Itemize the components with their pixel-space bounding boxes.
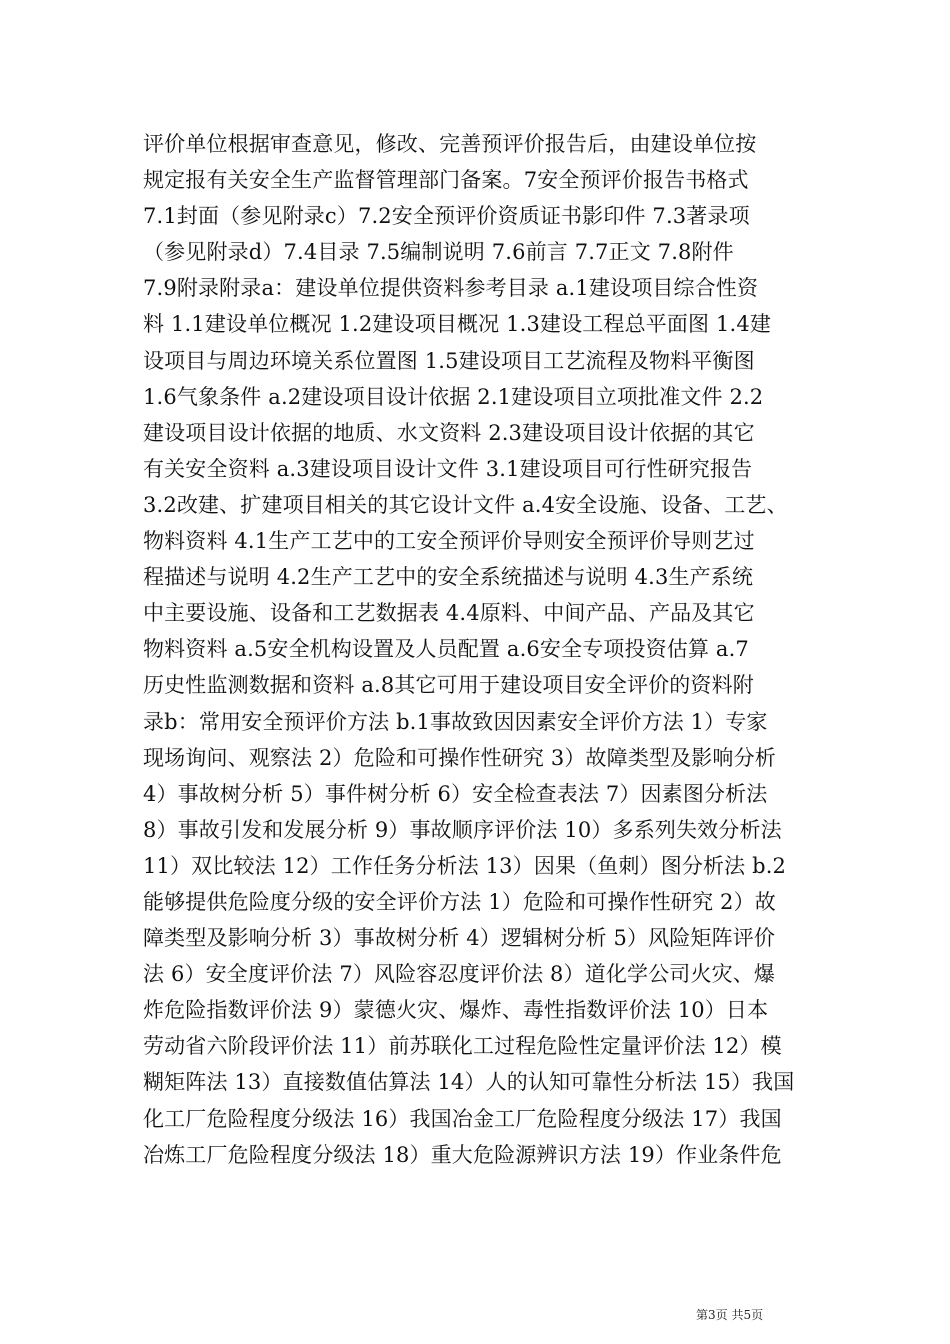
text-line-10: 有关安全资料 a.3建设项目设计文件 3.1建设项目可行性研究报告 xyxy=(143,456,753,481)
text-line-12: 物料资料 4.1生产工艺中的工安全预评价导则安全预评价导则艺过 xyxy=(143,529,755,554)
text-line-16: 历史性监测数据和资料 a.8其它可用于建设项目安全评价的资料附 xyxy=(143,673,754,698)
page-number-footer: 第3页 共5页 xyxy=(696,1308,764,1322)
text-line-6: 料 1.1建设单位概况 1.2建设项目概况 1.3建设工程总平面图 1.4建 xyxy=(143,312,771,337)
text-line-8: 1.6气象条件 a.2建设项目设计依据 2.1建设项目立项批准文件 2.2 xyxy=(143,384,764,409)
text-line-27: 糊矩阵法 13）直接数值估算法 14）人的认知可靠性分析法 15）我国 xyxy=(143,1070,795,1095)
text-line-19: 4）事故树分析 5）事件树分析 6）安全检查表法 7）因素图分析法 xyxy=(143,781,768,806)
text-line-14: 中主要设施、设备和工艺数据表 4.4原料、中间产品、产品及其它 xyxy=(143,601,755,626)
text-line-11: 3.2改建、扩建项目相关的其它设计文件 a.4安全设施、设备、工艺、 xyxy=(143,492,788,517)
text-line-28: 化工厂危险程度分级法 16）我国冶金工厂危险程度分级法 17）我国 xyxy=(143,1106,782,1131)
text-line-25: 炸危险指数评价法 9）蒙德火灾、爆炸、毒性指数评价法 10）日本 xyxy=(143,998,769,1023)
document-body xyxy=(143,126,813,1173)
text-line-9: 建设项目设计依据的地质、水文资料 2.3建设项目设计依据的其它 xyxy=(143,420,755,445)
text-line-22: 能够提供危险度分级的安全评价方法 1）危险和可操作性研究 2）故 xyxy=(143,889,776,914)
text-line-13: 程描述与说明 4.2生产工艺中的安全系统描述与说明 4.3生产系统 xyxy=(143,565,754,590)
text-line-21: 11）双比较法 12）工作任务分析法 13）因果（鱼刺）图分析法 b.2 xyxy=(143,853,787,878)
text-line-23: 障类型及影响分析 3）事故树分析 4）逻辑树分析 5）风险矩阵评价 xyxy=(143,926,776,951)
text-line-29: 冶炼工厂危险程度分级法 18）重大危险源辨识方法 19）作业条件危 xyxy=(143,1142,782,1167)
text-line-17: 录b：常用安全预评价方法 b.1事故致因因素安全评价方法 1）专家 xyxy=(143,709,768,734)
text-line-24: 法 6）安全度评价法 7）风险容忍度评价法 8）道化学公司火灾、爆 xyxy=(143,962,776,987)
text-line-3: 7.1封面（参见附录c）7.2安全预评价资质证书影印件 7.3著录项 xyxy=(143,204,750,229)
text-line-1: 评价单位根据审查意见，修改、完善预评价报告后，由建设单位按 xyxy=(143,132,757,156)
text-line-18: 现场询问、观察法 2）危险和可操作性研究 3）故障类型及影响分析 xyxy=(143,745,776,770)
text-line-4: （参见附录d）7.4目录 7.5编制说明 7.6前言 7.7正文 7.8附件 xyxy=(143,240,734,265)
text-line-7: 设项目与周边环境关系位置图 1.5建设项目工艺流程及物料平衡图 xyxy=(143,348,755,373)
text-line-5: 7.9附录附录a：建设单位提供资料参考目录 a.1建设项目综合性资 xyxy=(143,276,759,301)
text-line-2: 规定报有关安全生产监督管理部门备案。7安全预评价报告书格式 xyxy=(143,168,749,193)
text-line-26: 劳动省六阶段评价法 11）前苏联化工过程危险性定量评价法 12）模 xyxy=(143,1034,782,1059)
text-line-20: 8）事故引发和发展分析 9）事故顺序评价法 10）多系列失效分析法 xyxy=(143,817,782,842)
text-line-15: 物料资料 a.5安全机构设置及人员配置 a.6安全专项投资估算 a.7 xyxy=(143,637,749,662)
